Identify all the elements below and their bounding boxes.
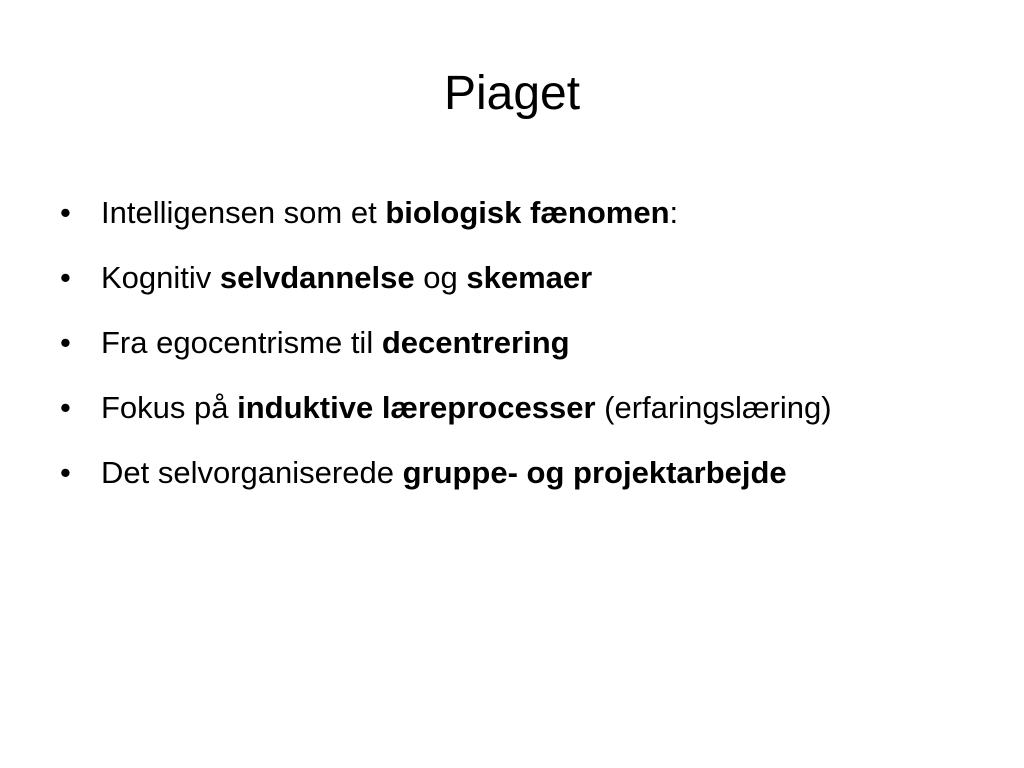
slide-title: Piaget	[443, 67, 581, 120]
bullet-text	[101, 390, 832, 425]
bullet-item	[60, 385, 960, 431]
bullet-dot-icon: •	[60, 195, 71, 230]
bullet-dot-icon: •	[60, 325, 71, 360]
bullet-item	[60, 255, 960, 301]
bullet-dot-icon: •	[60, 455, 71, 490]
bullet-item	[60, 320, 960, 366]
bullet-dot-icon: •	[60, 260, 71, 295]
bullet-text-part-bold: selvdannelse	[219, 260, 415, 295]
bullet-text-part-bold: induktive læreprocesser	[237, 390, 596, 425]
bullet-text-part: Intelligensen som et	[101, 195, 386, 230]
bullet-text-part: Fokus på	[101, 390, 238, 425]
bullet-item	[60, 190, 960, 236]
bullet-text-part-bold: gruppe- og projektarbejde	[402, 455, 787, 490]
bullet-text-part-bold: skemaer	[466, 260, 593, 295]
bullet-text	[101, 455, 787, 490]
bullet-dot-icon: •	[60, 390, 71, 425]
bullet-text-part-bold: biologisk fænomen	[385, 195, 670, 230]
bullet-text-part: Det selvorganiserede	[101, 455, 403, 490]
bullet-text-part: og	[414, 260, 467, 295]
bullet-text-part-bold: decentrering	[381, 325, 570, 360]
bullet-text	[101, 325, 570, 360]
bullet-text-part: (erfaringslæring)	[595, 390, 832, 425]
bullet-text	[101, 195, 678, 230]
bullet-list	[60, 190, 960, 515]
bullet-text	[101, 260, 592, 295]
bullet-text-part: Fra egocentrisme til	[101, 325, 382, 360]
bullet-text-part: :	[669, 195, 679, 230]
bullet-item	[60, 450, 960, 496]
bullet-text-part: Kognitiv	[101, 260, 220, 295]
